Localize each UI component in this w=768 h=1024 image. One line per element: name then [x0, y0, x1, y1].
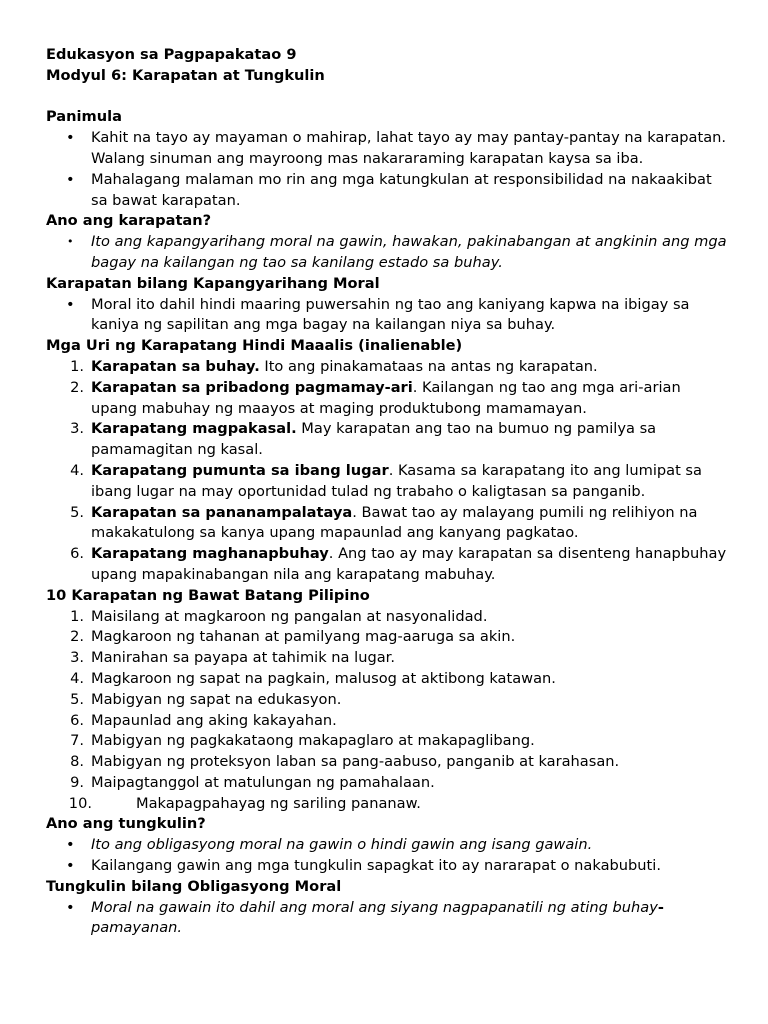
list-item-text: Manirahan sa payapa at tahimik na lugar.: [91, 649, 395, 667]
list-item: [46, 128, 728, 170]
section-heading-10-karapatan: 10 Karapatan ng Bawat Batang Pilipino: [46, 586, 370, 604]
list-item-text: Mabigyan ng sapat na edukasyon.: [91, 690, 342, 708]
list-number: 2.: [70, 628, 84, 646]
list-number: 4.: [70, 669, 84, 687]
list-number: 6.: [70, 711, 84, 729]
list-item-text: Magkaroon ng tahanan at pamilyang mag-aaruga sa akin.: [91, 628, 516, 646]
module-title: Modyul 6: Karapatan at Tungkulin: [46, 66, 325, 84]
list-number: 8.: [70, 753, 84, 771]
item-description: Ito ang pinakamataas na antas ng karapatan.: [259, 357, 598, 375]
karapatan-moral-list: [46, 295, 728, 337]
list-item-text: Kahit na tayo ay mayaman o mahirap, lahat tayo ay may pantay-pantay na karapatan. Walang sinuman ang mayroong mas nakararaming karapatan kaysa sa iba.: [91, 129, 727, 167]
list-item: [46, 669, 728, 690]
item-description: . Bawat tao ay malayang pumili ng relihiyon na makakatulong sa kanya upang mapaunlad ang kanyang pagkatao.: [91, 503, 698, 542]
sampung-karapatan-list: [46, 607, 728, 815]
list-item: [46, 544, 728, 586]
panimula-list: [46, 128, 728, 211]
list-item: [46, 295, 728, 337]
list-item-text: Kailangang gawin ang mga tungkulin sapagkat ito ay nararapat o nakabubuti.: [91, 857, 661, 875]
list-item-text: Ito ang kapangyarihang moral na gawin, hawakan, pakinabangan at angkinin ang mga bagay na kailangan ng tao sa kanilang estado sa buhay.: [91, 233, 727, 271]
bullet-icon: •: [66, 129, 75, 147]
list-item: [46, 461, 728, 503]
tungkulin-definition-list: [46, 835, 728, 877]
section-heading-ano-ang-karapatan: Ano ang karapatan?: [46, 212, 212, 230]
list-number: 5.: [70, 690, 84, 708]
mga-uri-list: [46, 357, 728, 586]
bullet-icon: •: [66, 898, 75, 916]
section-heading-karapatan-moral: Karapatan bilang Kapangyarihang Moral: [46, 274, 380, 292]
list-number: 2.: [70, 378, 84, 396]
list-item-text: Maisilang at magkaroon ng pangalan at nasyonalidad.: [91, 607, 488, 625]
list-item: [46, 690, 728, 711]
section-heading-ano-ang-tungkulin: Ano ang tungkulin?: [46, 815, 206, 833]
list-number: 9.: [70, 773, 84, 791]
bullet-icon: •: [67, 235, 74, 249]
bullet-icon: •: [66, 295, 75, 313]
list-number: 5.: [70, 503, 84, 521]
list-item: [46, 835, 728, 856]
list-number: 1.: [70, 607, 84, 625]
tungkulin-moral-list: [46, 898, 728, 940]
section-heading-mga-uri: Mga Uri ng Karapatang Hindi Maaalis (inalienable): [46, 337, 463, 355]
section-heading-panimula: Panimula: [46, 108, 122, 126]
list-number: 3.: [70, 649, 84, 667]
bullet-icon: •: [66, 857, 75, 875]
list-item: [46, 170, 728, 212]
item-description: . Kasama sa karapatang ito ang lumipat sa ibang lugar na may oportunidad tulad ng trabaho o kaligtasan sa panganib.: [91, 461, 702, 500]
list-number: 3.: [70, 420, 84, 438]
document-title: Edukasyon sa Pagpapakatao 9: [46, 46, 297, 63]
list-item: [46, 711, 728, 732]
bullet-icon: •: [66, 170, 75, 188]
item-term: Karapatang magpakasal.: [91, 420, 297, 438]
list-item: [46, 856, 728, 877]
list-item: [46, 773, 728, 794]
list-item-text: Ito ang obligasyong moral na gawin o hindi gawin ang isang gawain.: [91, 836, 593, 854]
section-heading-tungkulin-moral: Tungkulin bilang Obligasyong Moral: [46, 877, 342, 895]
list-item: [46, 648, 728, 669]
bullet-icon: •: [66, 836, 75, 854]
list-item: [46, 357, 728, 378]
item-term: Karapatan sa pananampalataya: [91, 503, 353, 521]
list-item: [46, 627, 728, 648]
item-term: Karapatang pumunta sa ibang lugar: [91, 461, 389, 479]
list-item: [46, 607, 728, 628]
list-item: [46, 731, 728, 752]
list-item: [46, 898, 728, 940]
list-item-text: Moral ito dahil hindi maaring puwersahin ng tao ang kaniyang kapwa na ibigay sa kaniya ng sapilitan ang mga bagay na kailangan niya sa buhay.: [91, 295, 690, 334]
item-description: . Ang tao ay may karapatan sa disenteng hanapbuhay upang mapakinabangan nila ang karapatang mabuhay.: [91, 545, 727, 583]
item-description: May karapatan ang tao na bumuo ng pamilya sa pamamagitan ng kasal.: [91, 420, 657, 459]
list-item: [46, 419, 728, 461]
list-number: 6.: [70, 545, 84, 563]
list-item-text: Mapaunlad ang aking kakayahan.: [91, 711, 337, 729]
list-item-text: Mabigyan ng proteksyon laban sa pang-aabuso, panganib at karahasan.: [91, 753, 620, 771]
item-term: Karapatang maghanapbuhay: [91, 545, 329, 563]
list-item-text: Mabigyan ng pagkakataong makapaglaro at makapaglibang.: [91, 732, 535, 750]
blank-line: [46, 87, 728, 108]
list-item-text: Mahalagang malaman mo rin ang mga katungkulan at responsibilidad na nakaakibat sa bawat karapatan.: [91, 170, 712, 209]
list-number: 10.: [68, 794, 92, 812]
list-number: 4.: [70, 461, 84, 479]
list-number: 1.: [70, 357, 84, 375]
item-term: Karapatan sa buhay.: [91, 357, 260, 375]
item-term: Karapatan sa pribadong pagmamay-ari: [91, 378, 413, 396]
list-item-text-end: pamayanan.: [91, 919, 183, 937]
list-item: [46, 232, 728, 274]
list-item-text: Magkaroon ng sapat na pagkain, malusog at aktibong katawan.: [91, 669, 556, 687]
item-description: . Kailangan ng tao ang mga ari-arian upang mabuhay ng maayos at maging produktubong mamamayan.: [91, 378, 681, 417]
list-item-dash: -: [657, 898, 664, 916]
list-item: [46, 794, 728, 815]
list-item-text: Makapagpahayag ng sariling pananaw.: [136, 794, 421, 812]
list-item: [46, 752, 728, 773]
list-number: 7.: [70, 732, 84, 750]
list-item-text: Moral na gawain ito dahil ang moral ang siyang nagpapanatili ng ating buhay: [91, 898, 658, 916]
list-item-text: Maipagtanggol at matulungan ng pamahalaan.: [91, 773, 435, 791]
list-item: [46, 503, 728, 545]
karapatan-definition-list: [46, 232, 728, 274]
list-item: [46, 378, 728, 420]
